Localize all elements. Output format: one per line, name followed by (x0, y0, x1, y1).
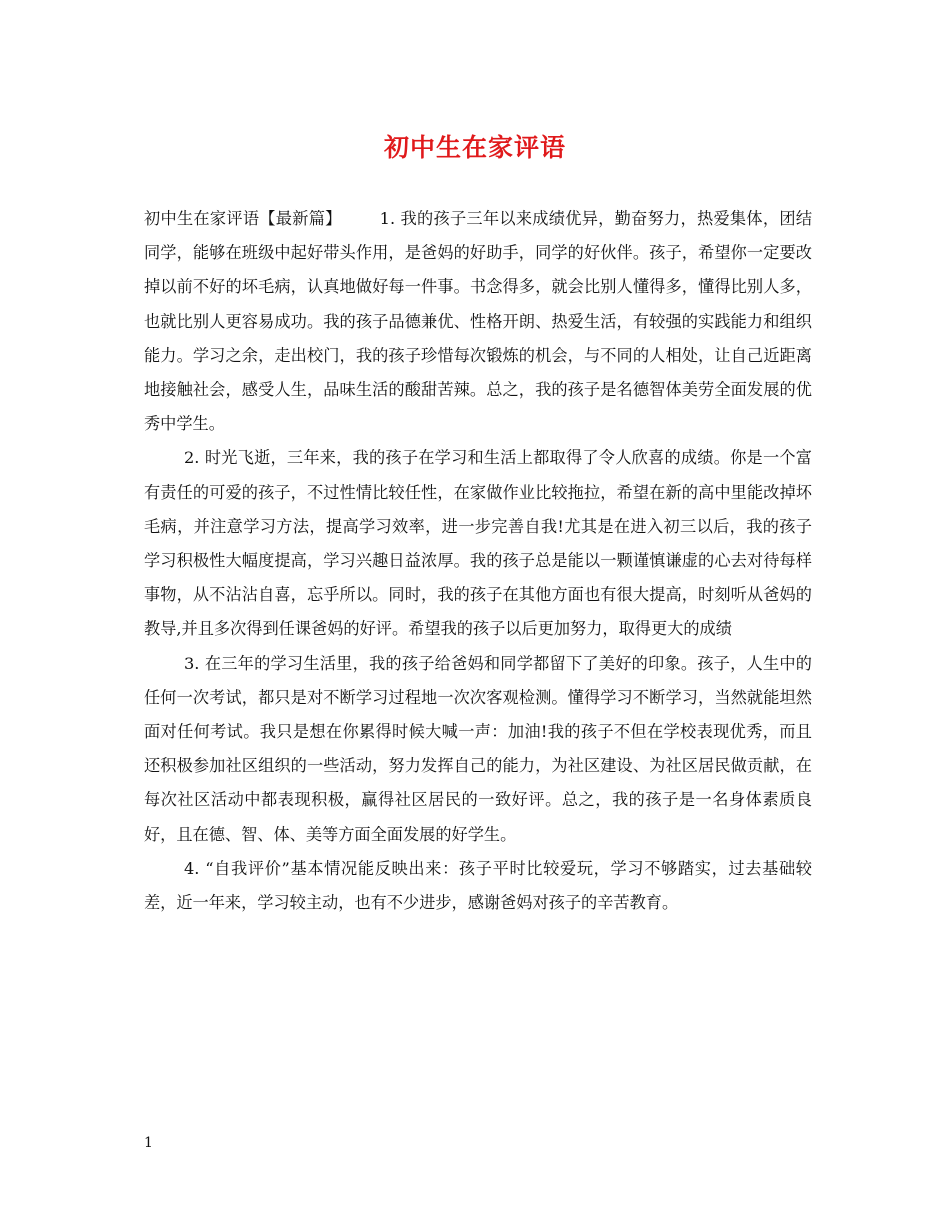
paragraph-1-heading: 初中生在家评语【最新篇】 (144, 209, 342, 228)
document-body (144, 202, 812, 920)
document-title: 初中生在家评语 (383, 133, 566, 162)
paragraph-2: 2. 时光飞逝，三年来，我的孩子在学习和生活上都取得了令人欣喜的成绩。你是一个富有责任的可爱的孩子，不过性情比较任性，在家做作业比较拖拉，希望在新的高中里能改掉坏毛病，并注意学习方法，提高学习效率，进一步完善自我!尤其是在进入初三以后，我的孩子学习积极性大幅度提高，学习兴趣日益浓厚。我的孩子总是能以一颗谨慎谦虚的心去对待每样事物，从不沾沾自喜，忘乎所以。同时，我的孩子在其他方面也有很大提高，时刻听从爸妈的教导,并且多次得到任课爸妈的好评。希望我的孩子以后更加努力，取得更大的成绩 (144, 448, 812, 639)
paragraph-1 (144, 202, 812, 441)
paragraph-1-text: 1. 我的孩子三年以来成绩优异，勤奋努力，热爱集体，团结同学，能够在班级中起好带头作用，是爸妈的好助手，同学的好伙伴。孩子，希望你一定要改掉以前不好的坏毛病，认真地做好每一件事。书念得多，就会比别人懂得多，懂得比别人多，也就比别人更容易成功。我的孩子品德兼优、性格开朗、热爱生活，有较强的实践能力和组织能力。学习之余，走出校门，我的孩子珍惜每次锻炼的机会，与不同的人相处，让自己近距离地接触社会，感受人生，品味生活的酸甜苦辣。总之，我的孩子是名德智体美劳全面发展的优秀中学生。 (144, 209, 813, 434)
page-number: 1 (144, 1135, 153, 1151)
paragraph-3: 3. 在三年的学习生活里，我的孩子给爸妈和同学都留下了美好的印象。孩子，人生中的任何一次考试，都只是对不断学习过程地一次次客观检测。懂得学习不断学习，当然就能坦然面对任何考试。我只是想在你累得时候大喊一声：加油!我的孩子不但在学校表现优秀，而且还积极参加社区组织的一些活动，努力发挥自己的能力，为社区建设、为社区居民做贡献，在每次社区活动中都表现积极，赢得社区居民的一致好评。总之，我的孩子是一名身体素质良好，且在德、智、体、美等方面全面发展的好学生。 (144, 653, 812, 844)
paragraph-4: 4. “自我评价”基本情况能反映出来：孩子平时比较爱玩，学习不够踏实，过去基础较差，近一年来，学习较主动，也有不少进步，感谢爸妈对孩子的辛苦教育。 (144, 858, 812, 913)
